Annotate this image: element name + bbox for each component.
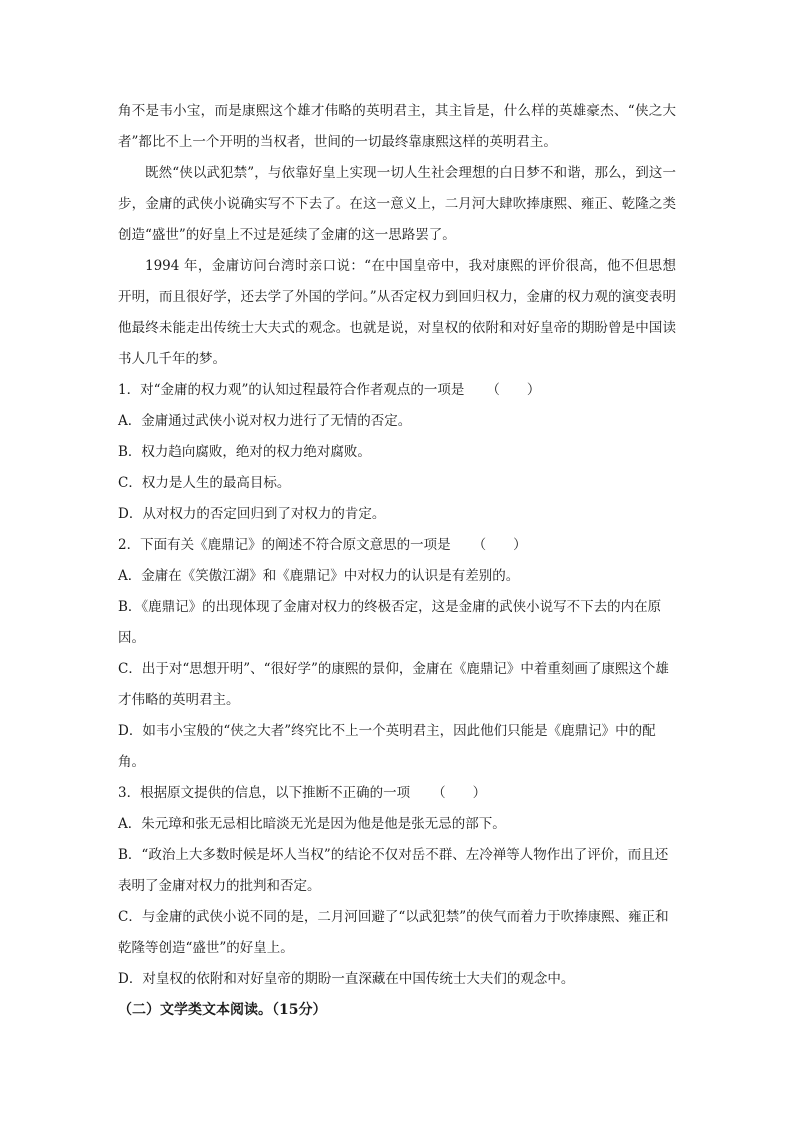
question-stem: 2．下面有关《鹿鼎记》的阐述不符合原文意思的一项是 （ ） bbox=[118, 530, 676, 561]
option-a: A．金庸在《笑傲江湖》和《鹿鼎记》中对权力的认识是有差别的。 bbox=[118, 568, 520, 584]
answer-blank: （ ） bbox=[472, 537, 527, 553]
option-b: B．《鹿鼎记》的出现体现了金庸对权力的终极否定，这是金庸的武侠小说写不下去的内在原因。 bbox=[118, 599, 662, 646]
option-b: B．权力趋向腐败，绝对的权力绝对腐败。 bbox=[118, 444, 371, 460]
question-stem: 3．根据原文提供的信息，以下推断不正确的一项 （ ） bbox=[118, 778, 676, 809]
passage-paragraph-1: 角不是韦小宝，而是康熙这个雄才伟略的英明君主，其主旨是，什么样的英雄豪杰、“侠之大者”都比不上一个开明的当权者，世间的一切最终靠康熙这样的英明君主。 bbox=[118, 103, 676, 150]
option-d: D．从对权力的否定回归到了对权力的肯定。 bbox=[118, 506, 386, 522]
option-c: C．出于对“思想开明”、“很好学”的康熙的景仰，金庸在《鹿鼎记》中着重刻画了康熙这个雄才伟略的英明君主。 bbox=[118, 661, 669, 708]
option-c: C．与金庸的武侠小说不同的是，二月河回避了“以武犯禁”的侠气而着力于吹捧康熙、雍正和乾隆等创造“盛世”的好皇上。 bbox=[118, 909, 669, 956]
option-b: B．“政治上大多数时候是坏人当权”的结论不仅对岳不群、左冷禅等人物作出了评价，而且还表明了金庸对权力的批判和否定。 bbox=[118, 847, 669, 894]
section-title: （二）文学类文本阅读。（15分） bbox=[118, 1002, 327, 1018]
passage-paragraph-2: 既然“侠以武犯禁”，与依靠好皇上实现一切人生社会理想的白日梦不和谐，那么，到这一步，金庸的武侠小说确实写不下去了。在这一意义上，二月河大肆吹捧康熙、雍正、乾隆之类创造“盛世”的好皇上不过是延续了金庸的这一思路罢了。 bbox=[118, 165, 676, 243]
option-c: C．权力是人生的最高目标。 bbox=[118, 475, 291, 491]
question-3 bbox=[118, 778, 676, 995]
document-page bbox=[118, 96, 676, 1026]
answer-blank: （ ） bbox=[432, 785, 487, 801]
option-d: D．对皇权的依附和对好皇帝的期盼一直深藏在中国传统士大夫们的观念中。 bbox=[118, 971, 575, 987]
question-2 bbox=[118, 530, 676, 778]
option-a: A．金庸通过武侠小说对权力进行了无情的否定。 bbox=[118, 413, 412, 429]
option-d: D．如韦小宝般的“侠之大者”终究比不上一个英明君主，因此他们只能是《鹿鼎记》中的配角。 bbox=[118, 723, 656, 770]
question-1 bbox=[118, 375, 676, 530]
answer-blank: （ ） bbox=[486, 382, 541, 398]
question-stem: 1．对“金庸的权力观”的认知过程最符合作者观点的一项是 （ ） bbox=[118, 375, 676, 406]
option-a: A．朱元璋和张无忌相比暗淡无光是因为他是他是张无忌的部下。 bbox=[118, 816, 506, 832]
passage-paragraph-3: 1994 年，金庸访问台湾时亲口说：“在中国皇帝中，我对康熙的评价很高，他不但思想开明，而且很好学，还去学了外国的学问。”从否定权力到回归权力，金庸的权力观的演变表明他最终未能走出传统士大夫式的观念。也就是说，对皇权的依附和对好皇帝的期盼曾是中国读书人几千年的梦。 bbox=[118, 258, 676, 367]
